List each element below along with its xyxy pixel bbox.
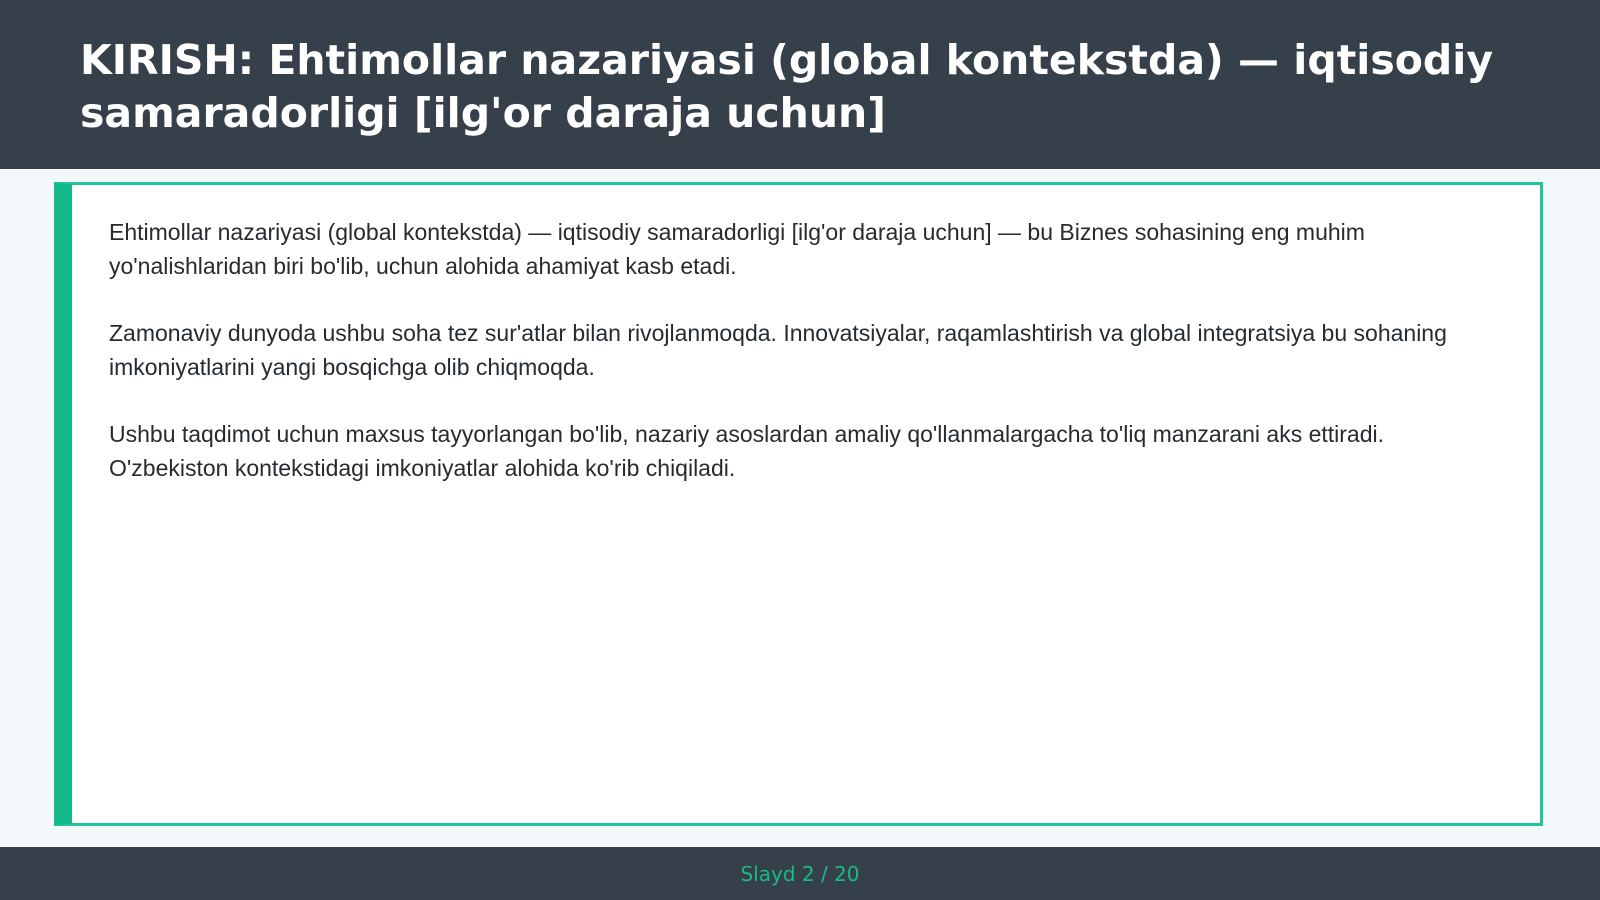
slide-title: KIRISH: Ehtimollar nazariyasi (global kontekstda) — iqtisodiy samaradorligi [ilg'or daraja uchun] (80, 36, 1494, 137)
content-card (54, 182, 1543, 826)
slide-body-text (109, 215, 1497, 518)
slide-footer (0, 847, 1600, 900)
presentation-scope-paragraph: Ushbu taqdimot uchun maxsus tayyorlangan bo'lib, nazariy asoslardan amaliy qo'llanmalargacha to'liq manzarani aks ettiradi. O'zbekiston kontekstidagi imkoniyatlar alohida ko'rib chiqiladi. (109, 421, 1385, 481)
slide-header (0, 0, 1600, 169)
intro-paragraph: Ehtimollar nazariyasi (global kontekstda) — iqtisodiy samaradorligi [ilg'or daraja uchun] — bu Biznes sohasining eng muhim yo'nalishlaridan biri bo'lib, uchun alohida ahamiyat kasb etadi. (109, 219, 1365, 279)
development-paragraph: Zamonaviy dunyoda ushbu soha tez sur'atlar bilan rivojlanmoqda. Innovatsiyalar, raqamlashtirish va global integratsiya bu sohaning imkoniyatlarini yangi bosqichga olib chiqmoqda. (109, 320, 1447, 380)
slide-number: Slayd 2 / 20 (740, 862, 860, 886)
